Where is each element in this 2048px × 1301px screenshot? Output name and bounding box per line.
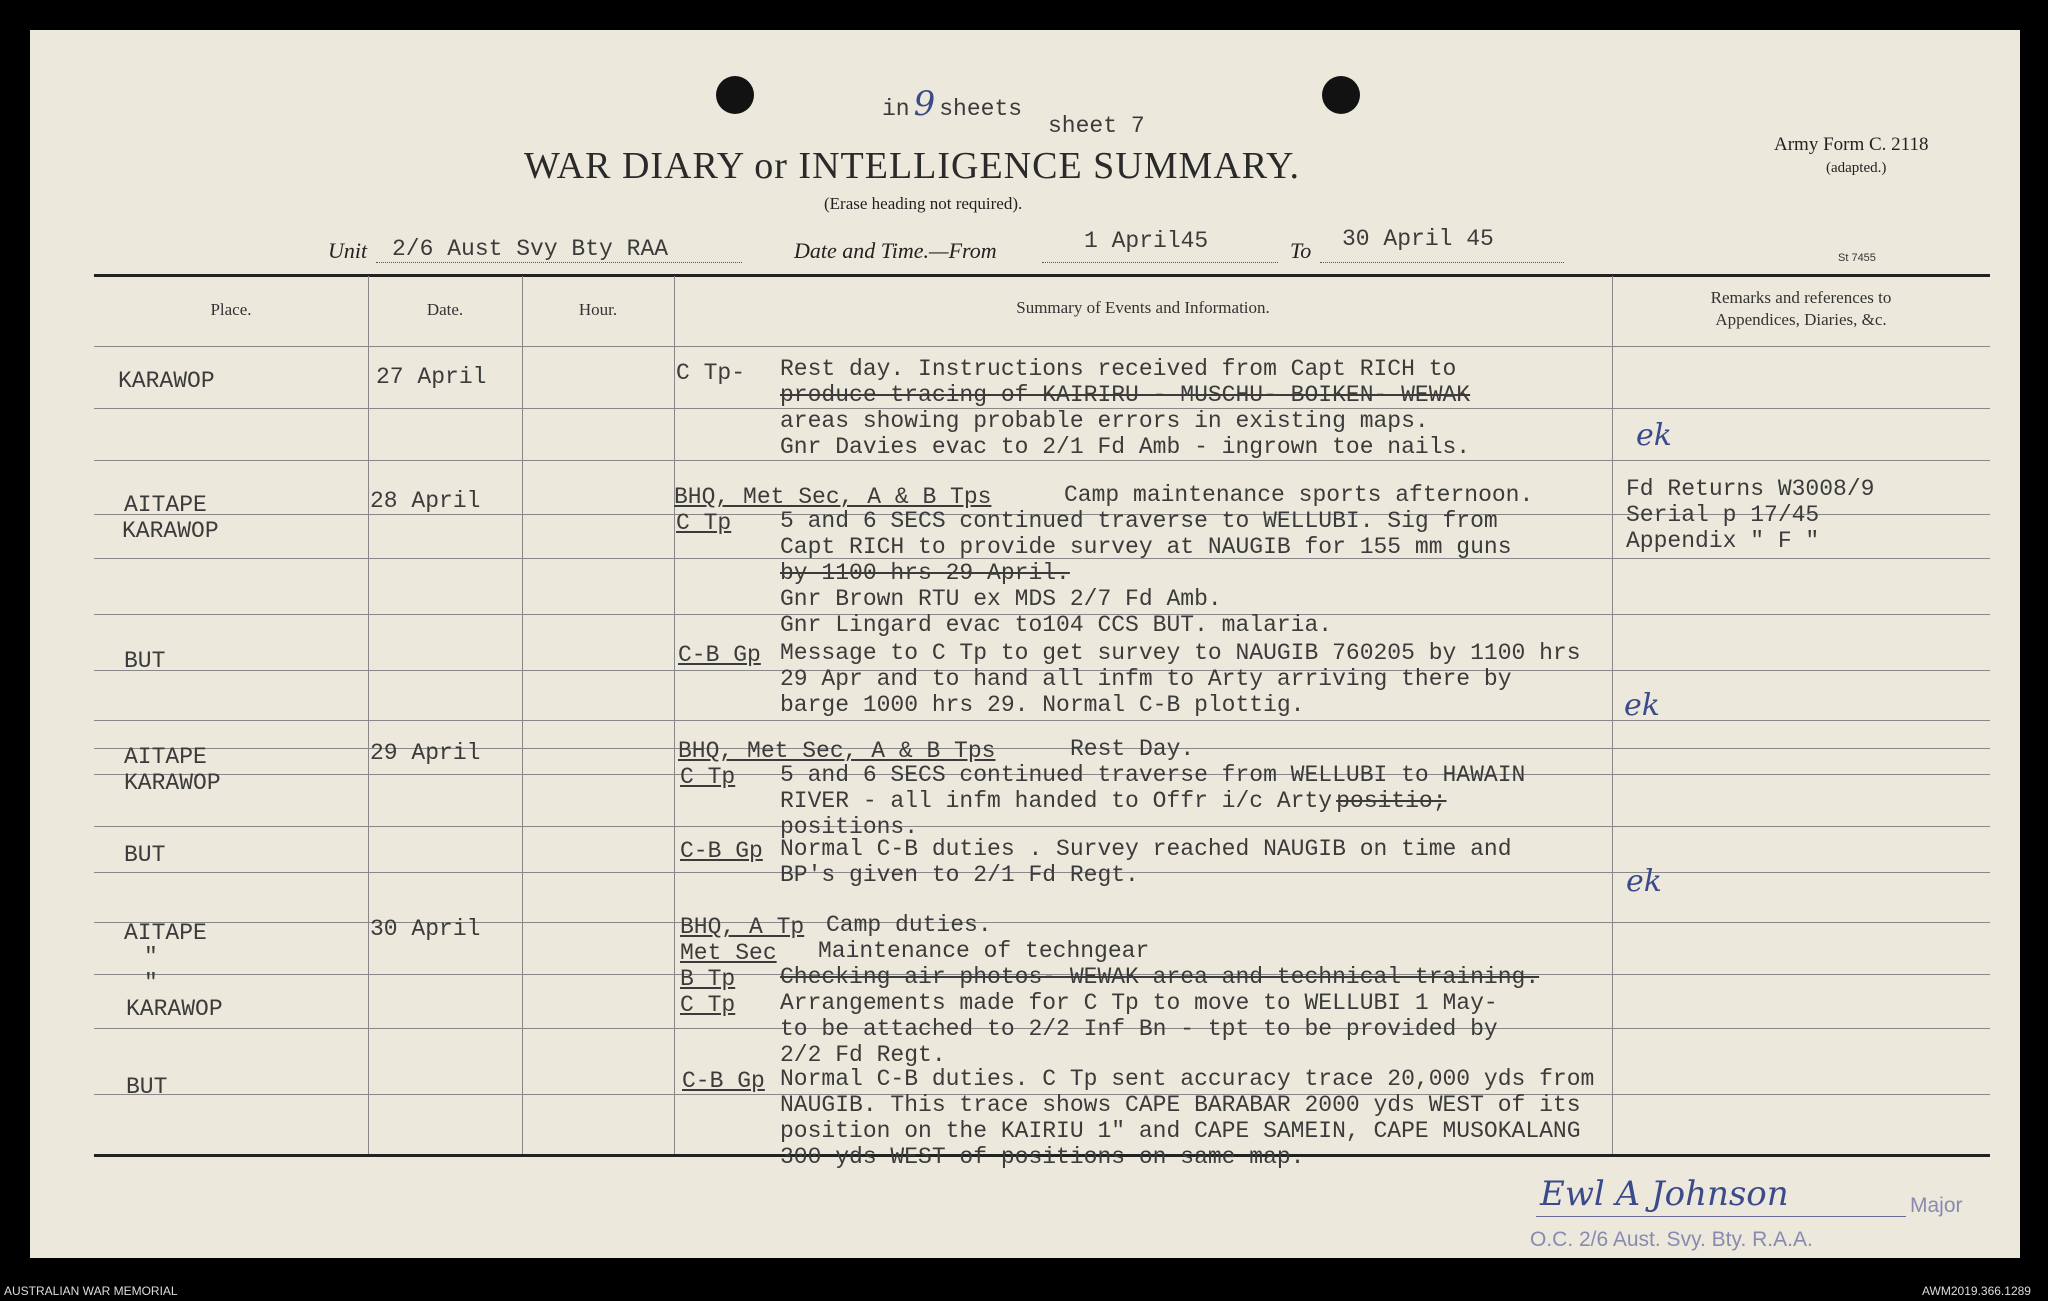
summary-line: produce tracing of KAIRIRU - MUSCHU- BOIKEN- WEWAK <box>780 382 1471 408</box>
col-head-remarks-1: Remarks and references to <box>1710 288 1892 307</box>
entry-place: BUT <box>126 1074 168 1100</box>
date-from-label: Date and Time.—From <box>794 238 997 263</box>
entry-tag: C-B Gp <box>678 642 761 668</box>
army-form-adapted: (adapted.) <box>1826 160 1887 176</box>
summary-line: Gnr Davies evac to 2/1 Fd Amb - ingrown toe nails. <box>780 434 1471 460</box>
entry-tag: Met Sec <box>680 940 777 966</box>
summary-line: by 1100 hrs 29 April. <box>780 560 1070 586</box>
initials-handwritten: ek <box>1626 864 1662 899</box>
entry-date: 29 April <box>370 740 481 766</box>
entry-place: AITAPE <box>124 920 207 946</box>
signature-line <box>1536 1216 1906 1217</box>
summary-line: RIVER - all infm handed to Offr i/c Arty positio; <box>780 788 1447 814</box>
summary-line: position on the KAIRIU 1" and CAPE SAMEIN, CAPE MUSOKALANG <box>780 1118 1581 1144</box>
army-form-number: Army Form C. 2118 <box>1774 134 1929 155</box>
col-head-remarks-2: Appendices, Diaries, &c. <box>1715 310 1887 329</box>
entry-place: " <box>144 970 158 996</box>
remarks-line: Appendix " F " <box>1626 528 1820 554</box>
sheet-count: in 9 sheets <box>882 84 1023 124</box>
summary-line: to be attached to 2/2 Inf Bn - tpt to be provided by <box>780 1016 1498 1042</box>
header-row-rule <box>94 346 1990 347</box>
summary-line: Rest day. Instructions received from Capt RICH to <box>780 356 1457 382</box>
entry-place: KARAWOP <box>126 996 223 1022</box>
summary-line: NAUGIB. This trace shows CAPE BARABAR 2000 yds WEST of its <box>780 1092 1581 1118</box>
entry-place: " <box>144 944 158 970</box>
summary-line: barge 1000 hrs 29. Normal C-B plottig. <box>780 692 1305 718</box>
summary-line: Camp maintenance sports afternoon. <box>1064 482 1534 508</box>
form-title: WAR DIARY or INTELLIGENCE SUMMARY. <box>524 145 1301 187</box>
initials-handwritten: ek <box>1624 688 1660 723</box>
entry-tag: C-B Gp <box>682 1068 765 1094</box>
signature-handwritten: Ewl A Johnson <box>1540 1174 1789 1214</box>
col-head-summary: Summary of Events and Information. <box>1016 298 1270 317</box>
entry-place: KARAWOP <box>118 368 215 394</box>
entry-tag: BHQ, Met Sec, A & B Tps <box>678 738 996 764</box>
row-rule <box>94 720 1990 721</box>
summary-line: 300 yds WEST of positions on same map. <box>780 1144 1305 1170</box>
summary-line: BP's given to 2/1 Fd Regt. <box>780 862 1139 888</box>
entry-date: 27 April <box>376 364 487 390</box>
summary-line: Message to C Tp to get survey to NAUGIB 760205 by 1100 hrs <box>780 640 1581 666</box>
summary-line: Rest Day. <box>1070 736 1195 762</box>
footer-archive-name: AUSTRALIAN WAR MEMORIAL <box>4 1284 178 1298</box>
entry-tag: C Tp- <box>676 360 746 386</box>
entry-place: AITAPE <box>124 492 207 518</box>
form-subtitle: (Erase heading not required). <box>824 194 1023 213</box>
entry-place: KARAWOP <box>122 518 219 544</box>
table-top-rule <box>94 274 1990 277</box>
date-from-dotted-line <box>1042 262 1278 263</box>
entry-tag: BHQ, A Tp <box>680 914 805 940</box>
entry-date: 30 April <box>370 916 481 942</box>
summary-line: areas showing probable errors in existing maps. <box>780 408 1429 434</box>
summary-line: Gnr Brown RTU ex MDS 2/7 Fd Amb. <box>780 586 1222 612</box>
summary-line: Arrangements made for C Tp to move to WELLUBI 1 May- <box>780 990 1498 1016</box>
col-head-place: Place. <box>210 300 252 319</box>
entry-tag: C Tp <box>680 764 736 790</box>
remarks-line: Fd Returns W3008/9 <box>1626 476 1875 502</box>
entry-place: BUT <box>124 842 166 868</box>
entry-tag: C Tp <box>680 992 736 1018</box>
summary-line: 5 and 6 SECS continued traverse from WELLUBI to HAWAIN <box>780 762 1526 788</box>
signature-rank: Major <box>1910 1194 1963 1217</box>
date-to-value: 30 April 45 <box>1342 226 1494 252</box>
initials-handwritten: ek <box>1636 418 1672 453</box>
punch-hole-left <box>716 76 754 114</box>
date-from-value: 1 April45 <box>1084 228 1209 254</box>
summary-line: Maintenance of techngear <box>818 938 1150 964</box>
unit-stamp: O.C. 2/6 Aust. Svy. Bty. R.A.A. <box>1530 1228 1813 1251</box>
remarks-line: Serial p 17/45 <box>1626 502 1820 528</box>
col-head-hour: Hour. <box>578 300 618 319</box>
summary-line: 5 and 6 SECS continued traverse to WELLUBI. Sig from <box>780 508 1498 534</box>
entry-tag: B Tp <box>680 966 736 992</box>
unit-label: Unit <box>328 238 368 263</box>
entry-date: 28 April <box>370 488 481 514</box>
sheet-count-handwritten: 9 <box>913 84 936 124</box>
diary-sheet <box>30 30 2020 1258</box>
entry-place: KARAWOP <box>124 770 221 796</box>
entry-place: BUT <box>124 648 166 674</box>
form-code: St 7455 <box>1838 252 1876 264</box>
entry-place: AITAPE <box>124 744 207 770</box>
punch-hole-right <box>1322 76 1360 114</box>
col-head-date: Date. <box>426 300 464 319</box>
summary-line: Checking air photos- WEWAK area and technical training. <box>780 964 1540 990</box>
entry-tag: C-B Gp <box>680 838 763 864</box>
date-to-dotted-line <box>1320 262 1564 263</box>
sheet-number: sheet 7 <box>1048 113 1145 139</box>
summary-line: positions. <box>780 814 919 840</box>
summary-line: Normal C-B duties. C Tp sent accuracy trace 20,000 yds from <box>780 1066 1595 1092</box>
summary-line: 29 Apr and to hand all infm to Arty arriving there by <box>780 666 1512 692</box>
summary-line: 2/2 Fd Regt. <box>780 1042 946 1068</box>
date-to-label: To <box>1290 238 1312 263</box>
unit-value: 2/6 Aust Svy Bty RAA <box>392 236 669 262</box>
footer-accession-number: AWM2019.366.1289 <box>1922 1284 2031 1298</box>
entry-tag: BHQ, Met Sec, A & B Tps <box>674 484 992 510</box>
struck-word: positio; <box>1336 788 1447 814</box>
entry-tag: C Tp <box>676 510 732 536</box>
unit-dotted-line <box>376 262 742 263</box>
summary-line: Gnr Lingard evac to104 CCS BUT. malaria. <box>780 612 1333 638</box>
summary-line: Camp duties. <box>826 912 992 938</box>
row-rule <box>94 460 1990 461</box>
summary-line: Normal C-B duties . Survey reached NAUGIB on time and <box>780 836 1512 862</box>
summary-line: Capt RICH to provide survey at NAUGIB for 155 mm guns <box>780 534 1512 560</box>
row-rule <box>94 826 1990 827</box>
